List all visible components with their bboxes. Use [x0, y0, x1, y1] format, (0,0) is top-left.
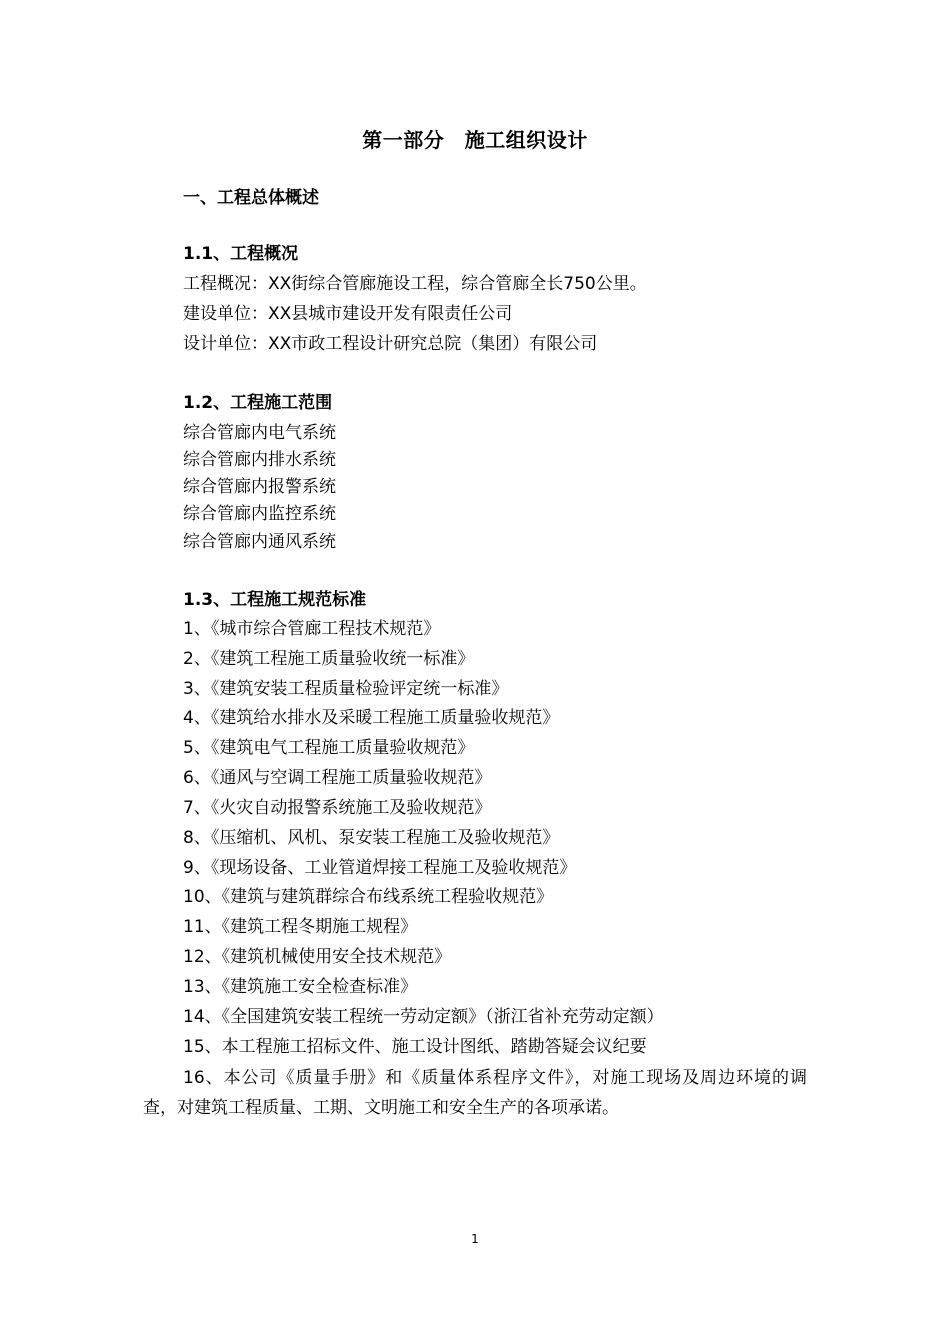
standard-item: 11、《建筑工程冬期施工规程》 [183, 917, 418, 937]
standard-item: 14、《全国建筑安装工程统一劳动定额》（浙江省补充劳动定额） [183, 1007, 664, 1027]
standard-item: 4、《建筑给水排水及采暖工程施工质量验收规范》 [183, 708, 560, 728]
standard-item: 10、《建筑与建筑群综合布线系统工程验收规范》 [183, 887, 554, 907]
section-heading-1: 一、工程总体概述 [183, 188, 319, 208]
scope-item: 综合管廊内通风系统 [183, 532, 336, 552]
page-number: 1 [471, 1232, 479, 1246]
standard-item: 5、《建筑电气工程施工质量验收规范》 [183, 738, 475, 758]
standard-item: 7、《火灾自动报警系统施工及验收规范》 [183, 798, 492, 818]
subsection-heading-1-2: 1.2、工程施工范围 [183, 393, 333, 413]
standard-item: 13、《建筑施工安全检查标准》 [183, 977, 418, 997]
standard-item: 2、《建筑工程施工质量验收统一标准》 [183, 649, 475, 669]
subsection-heading-1-3: 1.3、工程施工规范标准 [183, 590, 367, 610]
standard-item: 8、《压缩机、风机、泵安装工程施工及验收规范》 [183, 828, 560, 848]
standard-item: 6、《通风与空调工程施工质量验收规范》 [183, 768, 492, 788]
construction-unit-line: 建设单位：XX县城市建设开发有限责任公司 [183, 304, 513, 324]
standard-item: 1、《城市综合管廊工程技术规范》 [183, 619, 441, 639]
scope-item: 综合管廊内电气系统 [183, 423, 336, 443]
scope-item: 综合管廊内报警系统 [183, 477, 336, 497]
page-title: 第一部分 施工组织设计 [362, 128, 588, 152]
standard-item-paragraph: 16、本公司《质量手册》和《质量体系程序文件》，对施工现场及周边环境的调查，对建筑工程质量、工期、文明施工和安全生产的各项承诺。 [143, 1068, 807, 1118]
standard-item: 15、本工程施工招标文件、施工设计图纸、踏勘答疑会议纪要 [183, 1037, 647, 1057]
standard-item: 9、《现场设备、工业管道焊接工程施工及验收规范》 [183, 858, 577, 878]
standard-item: 3、《建筑安装工程质量检验评定统一标准》 [183, 679, 509, 699]
project-overview-line: 工程概况：XX街综合管廊施设工程，综合管廊全长750公里。 [183, 274, 647, 294]
subsection-heading-1-1: 1.1、工程概况 [183, 244, 299, 264]
standard-item: 12、《建筑机械使用安全技术规范》 [183, 947, 452, 967]
scope-item: 综合管廊内排水系统 [183, 450, 336, 470]
design-unit-line: 设计单位：XX市政工程设计研究总院（集团）有限公司 [183, 334, 598, 354]
scope-item: 综合管廊内监控系统 [183, 504, 336, 524]
